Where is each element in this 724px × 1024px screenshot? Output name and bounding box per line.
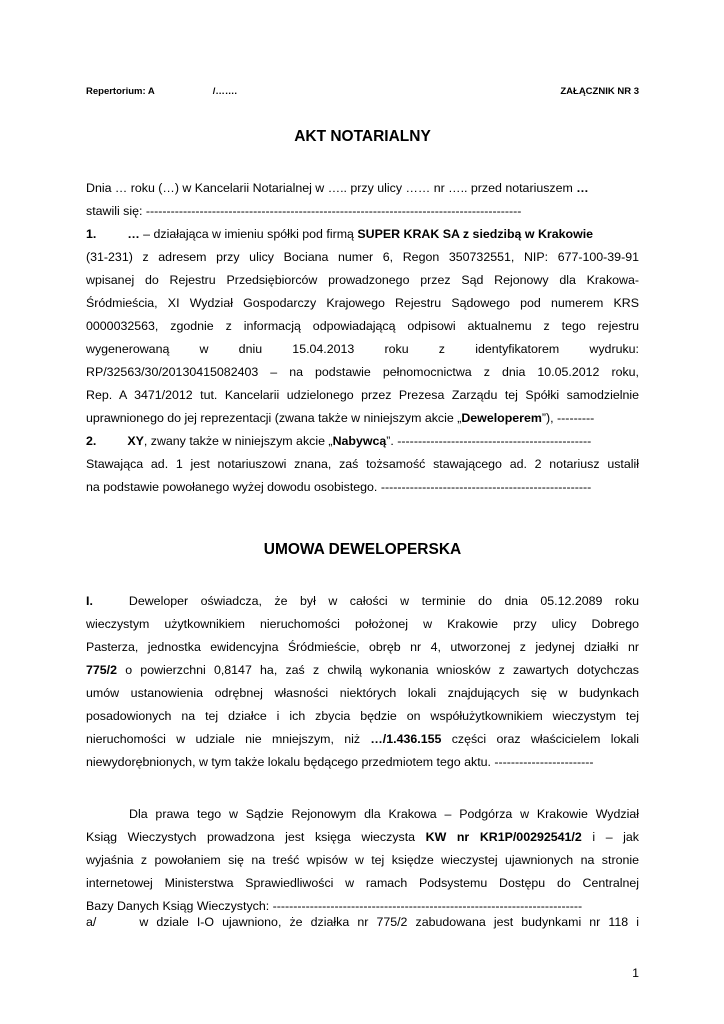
section-1-line-7-end: części oraz właścicielem lokali: [441, 732, 639, 746]
section-1-line-3: Pasterza, jednostka ewidencyjna Śródmieście, obręb nr 4, utworzonej z jedynej działki nr: [86, 640, 639, 654]
party-1-role-end: ”), ---------: [541, 411, 595, 425]
repertorium-field: [86, 86, 237, 97]
party-2-number: 2.: [86, 434, 97, 448]
party-2-line-1: [86, 430, 639, 453]
section-1-number: I.: [86, 594, 93, 608]
party-1-line-1: [86, 223, 639, 246]
party-1-line-7: RP/32563/30/20130415082403 – na podstawie pełnomocnictwa z dnia 10.05.2012 roku,: [86, 365, 639, 379]
section-2-line-4: internetowej Ministerstwa Sprawiedliwości w ramach Podsystemu Dostępu do Centralnej: [86, 876, 639, 890]
party-1-name: …: [127, 227, 140, 241]
notary-name-placeholder: …: [576, 181, 589, 195]
company-name: SUPER KRAK SA z siedzibą w Krakowie: [357, 227, 594, 241]
document-page: [86, 0, 639, 1024]
party-2-text-end: ”. -----------------------------------------------: [386, 434, 592, 448]
item-a-line: [86, 911, 639, 934]
attachment-label: ZAŁĄCZNIK NR 3: [560, 86, 639, 97]
party-2-line-2: Stawająca ad. 1 jest notariuszowi znana, zaś tożsamość stawającego ad. 2 notariusz ustalił: [86, 457, 639, 471]
section-2-line-2: [86, 826, 639, 849]
section-1-line-2: wieczystym użytkownikiem nieruchomości położonej w Krakowie przy ulicy Dobrego: [86, 617, 639, 631]
section-2-line-2-start: Ksiąg Wieczystych prowadzona jest księga wieczysta: [86, 830, 426, 844]
section-2-line-3: wyjaśnia z powołaniem się na treść wpisów w tej księdze wieczystej ujawnionych na stronie: [86, 853, 639, 867]
party-1-paragraph: [86, 223, 639, 430]
section-title: UMOWA DEWELOPERSKA: [263, 541, 462, 558]
intro-paragraph: [86, 177, 639, 223]
party-1-number: 1.: [86, 227, 97, 241]
party-2-name: XY: [127, 434, 144, 448]
party-1-line-6: wygenerowaną w dniu 15.04.2013 roku z identyfikatorem wydruku:: [86, 342, 639, 356]
intro-text: Dnia … roku (…) w Kancelarii Notarialnej w ….. przy ulicy …… nr ….. przed notariuszem: [86, 181, 577, 195]
section-1-line-5: umów ustanowienia odrębnej własności niektórych lokali znajdujących się w budynkach: [86, 686, 639, 700]
section-1-line-4-text: o powierzchni 0,8147 ha, zaś z chwilą wykonania wniosków z zawartych dotychczas: [117, 663, 639, 677]
section-1-line-6: posadowionych na tej działce i ich zbycia będzie on współużytkownikiem wieczystym tej: [86, 709, 639, 723]
item-a-paragraph: [86, 911, 639, 934]
section-1-line-4: [86, 659, 639, 682]
section-1-line-7: [86, 728, 639, 751]
section-1-text: Deweloper oświadcza, że był w całości w terminie do dnia 05.12.2089 roku: [128, 594, 639, 608]
section-1-paragraph: [86, 590, 639, 774]
item-a-label: a/: [86, 915, 97, 929]
section-1-line-1: [86, 590, 639, 613]
section-2-line-1: [86, 803, 639, 826]
party-2-line-3: na podstawie powołanego wyżej dowodu osobistego. ---------------------------------------------------: [86, 480, 592, 494]
repertorium-suffix: /…….: [212, 86, 238, 97]
party-1-role-text: uprawnionego do jej reprezentacji (zwana także w niniejszym akcie „: [86, 411, 462, 425]
section-2-text: Dla prawa tego w Sądzie Rejonowym dla Krakowa – Podgórza w Krakowie Wydział: [129, 807, 639, 821]
document-title: AKT NOTARIALNY: [294, 128, 431, 145]
section-2-line-2-end: i – jak: [581, 830, 639, 844]
page-number: 1: [632, 966, 639, 980]
developer-role: Deweloperem: [461, 411, 542, 425]
party-1-line-9: [86, 407, 639, 430]
section-2-paragraph: [86, 803, 639, 918]
section-1-line-8: niewydorębnionych, w tym także lokalu będącego przedmiotem tego aktu. ------------------------: [86, 755, 594, 769]
party-2-text: , zwany także w niniejszym akcie „: [143, 434, 333, 448]
party-1-text: – działająca w imieniu spółki pod firmą: [139, 227, 358, 241]
intro-line-2: stawili się: -------------------------------------------------------------------------------------------: [86, 204, 522, 218]
party-1-line-5: 0000032563, zgodnie z informacją odpowiadającą odpisowi aktualnemu z tego rejestru: [86, 319, 639, 333]
share-fraction: …/1.436.155: [370, 732, 442, 746]
intro-line-1: [86, 177, 639, 200]
section-2-line-5: Bazy Danych Ksiąg Wieczystych: ---------------------------------------------------------------------------: [86, 899, 583, 913]
land-register-number: KW nr KR1P/00292541/2: [425, 830, 582, 844]
party-1-line-2: (31-231) z adresem przy ulicy Bociana numer 6, Regon 350732551, NIP: 677-100-39-91: [86, 250, 639, 264]
section-1-line-7-start: nieruchomości w udziale nie mniejszym, niż: [86, 732, 371, 746]
buyer-role: Nabywcą: [332, 434, 387, 448]
item-a-text: w dziale I-O ujawniono, że działka nr 775/2 zabudowana jest budynkami nr 118 i: [139, 915, 639, 929]
party-1-line-4: Śródmieścia, XI Wydział Gospodarczy Krajowego Rejestru Sądowego pod numerem KRS: [86, 296, 639, 310]
party-2-paragraph: [86, 430, 639, 499]
party-1-line-3: wpisanej do Rejestru Przedsiębiorców prowadzonego przez Sąd Rejonowy dla Krakowa-: [86, 273, 639, 287]
plot-number: 775/2: [86, 663, 118, 677]
party-1-line-8: Rep. A 3471/2012 tut. Kancelarii udzielonego przez Prezesa Zarządu tej Spółki samodzielnie: [86, 388, 639, 402]
repertorium-label: Repertorium: A: [86, 86, 155, 97]
